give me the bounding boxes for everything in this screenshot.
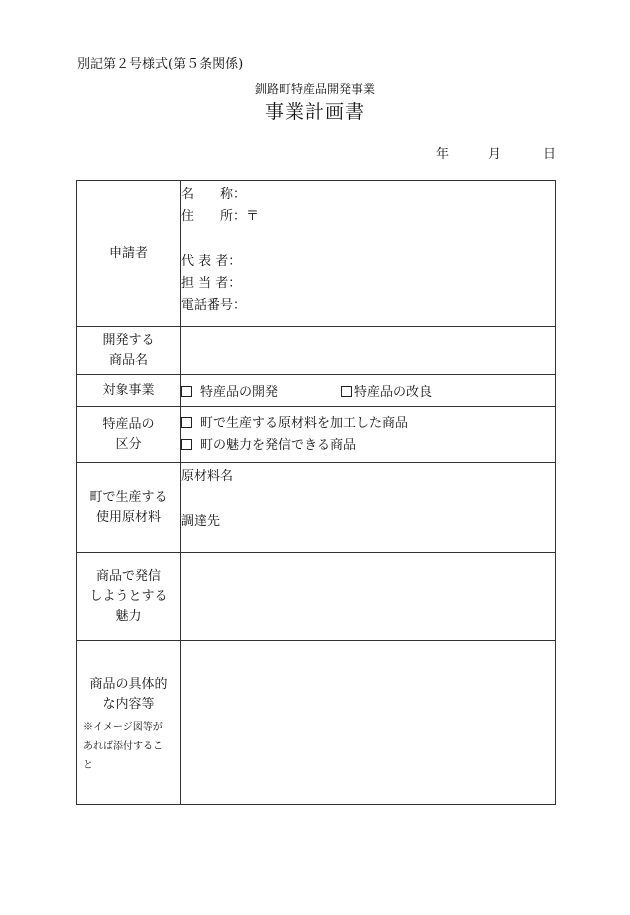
representative-field[interactable]: 代 表 者： xyxy=(181,254,242,269)
appeal-label xyxy=(77,553,181,641)
category-label-line1: 特産品の xyxy=(102,416,155,432)
product-name-field[interactable] xyxy=(181,327,556,375)
details-field[interactable] xyxy=(181,641,556,805)
applicant-fields[interactable] xyxy=(181,181,556,327)
material-name-field[interactable]: 原材料名 xyxy=(181,469,234,484)
target-label: 対象事業 xyxy=(77,375,181,407)
appeal-row xyxy=(77,553,556,641)
date-year[interactable]: 年 xyxy=(436,147,450,162)
program-name: 釧路町特産品開発事業 xyxy=(254,82,375,96)
product-name-row xyxy=(77,327,556,375)
appeal-field[interactable] xyxy=(181,553,556,641)
form-number: 別記第２号様式(第５条関係) xyxy=(77,57,244,72)
checkbox-improvement[interactable] xyxy=(341,386,352,397)
details-note-line3: と xyxy=(83,760,93,771)
option-town-appeal-label: 町の魅力を発信できる商品 xyxy=(200,437,357,453)
date-day[interactable]: 日 xyxy=(543,147,557,162)
details-note-line1: ※イメージ図等が xyxy=(83,722,163,733)
details-note xyxy=(77,715,180,775)
option-development-label: 特産品の開発 xyxy=(200,385,279,400)
date-month[interactable]: 月 xyxy=(488,147,502,162)
supplier-field[interactable]: 調達先 xyxy=(181,514,221,529)
address-field[interactable]: 住 所：〒 xyxy=(181,209,260,224)
appeal-label-line1: 商品で発信 xyxy=(95,568,161,584)
materials-label-line1: 町で生産する xyxy=(89,489,168,505)
applicant-row xyxy=(77,181,556,327)
details-label-line1: 商品の具体的 xyxy=(89,677,168,692)
target-row xyxy=(77,375,556,407)
product-name-label-line2: 商品名 xyxy=(108,352,148,368)
details-row xyxy=(77,641,556,805)
details-note-line2: あれば添付するこ xyxy=(83,741,163,752)
option-processed-local-label: 町で生産する原材料を加工した商品 xyxy=(200,415,409,431)
applicant-label: 申請者 xyxy=(77,181,181,327)
materials-label-line2: 使用原材料 xyxy=(95,509,161,525)
product-name-label xyxy=(77,327,181,375)
appeal-label-line3: 魅力 xyxy=(115,608,142,624)
checkbox-processed-local[interactable] xyxy=(181,417,192,428)
plan-form-table xyxy=(76,180,556,805)
document-title: 事業計画書 xyxy=(264,101,365,123)
contact-person-field[interactable]: 担 当 者： xyxy=(181,276,242,291)
materials-row xyxy=(77,463,556,553)
materials-label xyxy=(77,463,181,553)
name-field[interactable]: 名 称： xyxy=(181,187,247,202)
details-label xyxy=(77,641,181,805)
details-label-line2: な内容等 xyxy=(102,697,155,712)
option-improvement-label: 特産品の改良 xyxy=(354,385,433,400)
category-label-line2: 区分 xyxy=(115,436,142,452)
phone-field[interactable]: 電話番号： xyxy=(181,298,247,313)
product-name-label-line1: 開発する xyxy=(102,332,155,348)
appeal-label-line2: しようとする xyxy=(89,588,168,604)
materials-fields[interactable] xyxy=(181,463,556,553)
category-options xyxy=(181,407,556,463)
category-row xyxy=(77,407,556,463)
category-label xyxy=(77,407,181,463)
checkbox-development[interactable] xyxy=(181,386,192,397)
target-options xyxy=(181,375,556,407)
checkbox-town-appeal[interactable] xyxy=(181,439,192,450)
